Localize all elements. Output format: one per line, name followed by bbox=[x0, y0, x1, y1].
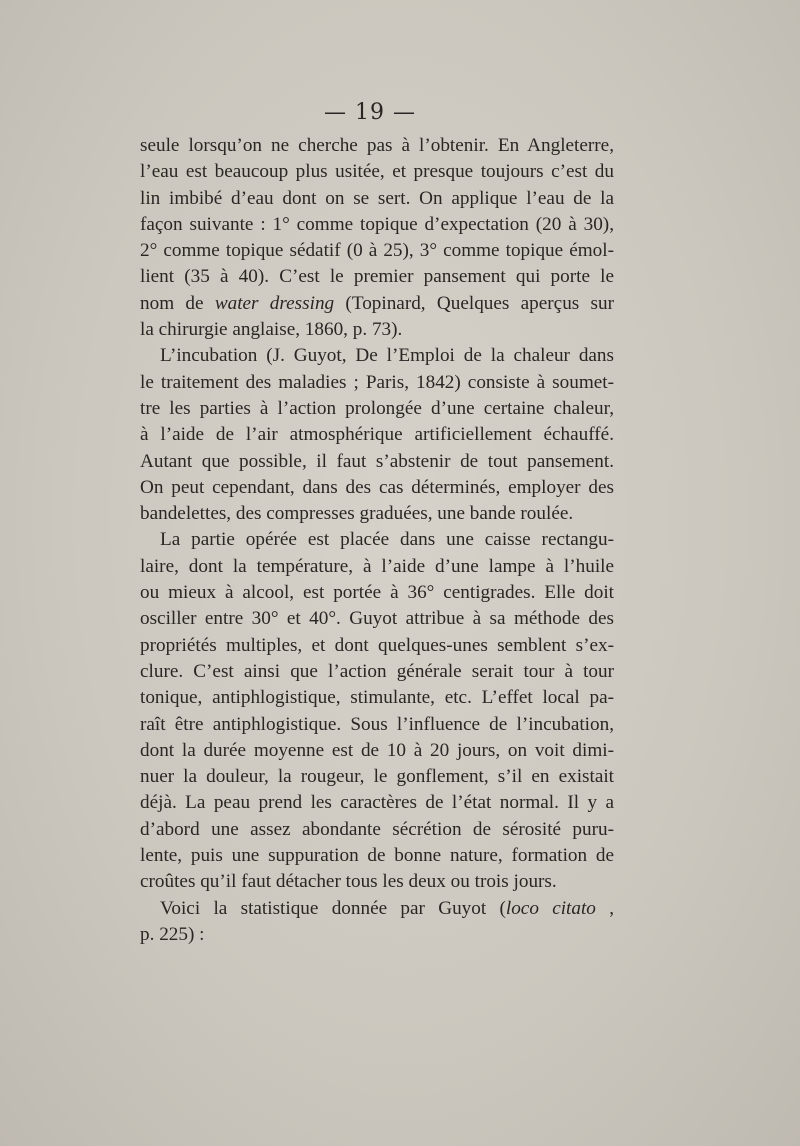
text-segment: la chirurgie anglaise, 1860, p. 73). bbox=[140, 319, 403, 341]
text-line bbox=[140, 685, 614, 711]
text-line bbox=[140, 922, 614, 948]
text-line bbox=[140, 764, 614, 790]
text-line bbox=[140, 843, 614, 869]
text-segment: (Topinard, Quelques aperçus sur bbox=[334, 292, 614, 314]
text-line bbox=[140, 370, 614, 396]
text-line bbox=[140, 133, 614, 159]
text-line bbox=[140, 896, 614, 922]
text-line bbox=[140, 817, 614, 843]
text-segment: tonique, antiphlogistique, stimulante, etc. L’effet local pa- bbox=[140, 687, 614, 709]
text-line bbox=[140, 659, 614, 685]
text-segment: Voici la statistique donnée par Guyot ( bbox=[160, 897, 506, 919]
text-segment: ou mieux à alcool, est portée à 36° centigrades. Elle doit bbox=[140, 582, 614, 604]
text-line bbox=[140, 712, 614, 738]
text-segment: à l’aide de l’air atmosphérique artificiellement échauffé. bbox=[140, 424, 614, 446]
text-segment: nuer la douleur, la rougeur, le gonflement, s’il en existait bbox=[140, 766, 614, 788]
text-line bbox=[140, 738, 614, 764]
text-segment: d’abord une assez abondante sécrétion de sérosité puru- bbox=[140, 818, 614, 840]
text-line bbox=[140, 449, 614, 475]
text-segment: La partie opérée est placée dans une caisse rectangu- bbox=[160, 529, 614, 551]
text-segment: clure. C’est ainsi que l’action générale serait tour à tour bbox=[140, 660, 614, 682]
text-segment: dont la durée moyenne est de 10 à 20 jours, on voit dimi- bbox=[140, 739, 614, 761]
text-segment: façon suivante : 1° comme topique d’expectation (20 à 30), bbox=[140, 213, 614, 235]
text-line bbox=[140, 159, 614, 185]
text-line bbox=[140, 554, 614, 580]
text-line bbox=[140, 475, 614, 501]
text-line bbox=[140, 580, 614, 606]
text-segment: raît être antiphlogistique. Sous l’influence de l’incubation, bbox=[140, 713, 614, 735]
text-segment: bandelettes, des compresses graduées, une bande roulée. bbox=[140, 503, 574, 525]
text-segment: L’incubation (J. Guyot, De l’Emploi de la chaleur dans bbox=[160, 345, 614, 367]
text-segment: lient (35 à 40). C’est le premier pansement qui porte le bbox=[140, 266, 614, 288]
text-line bbox=[140, 633, 614, 659]
text-line bbox=[140, 396, 614, 422]
text-line bbox=[140, 422, 614, 448]
text-line bbox=[140, 264, 614, 290]
page-number: — 19 — bbox=[324, 100, 416, 125]
italic-text: water dressing bbox=[214, 292, 335, 314]
text-line bbox=[140, 212, 614, 238]
text-line bbox=[140, 527, 614, 553]
text-segment: 2° comme topique sédatif (0 à 25), 3° comme topique émol- bbox=[140, 240, 614, 262]
italic-text: loco citato bbox=[505, 897, 596, 919]
text-segment: , bbox=[595, 897, 615, 919]
text-segment: nom de bbox=[140, 292, 215, 314]
text-segment: laire, dont la température, à l’aide d’une lampe à l’huile bbox=[140, 555, 614, 577]
text-segment: p. 225) : bbox=[140, 923, 205, 945]
text-segment: lente, puis une suppuration de bonne nature, formation de bbox=[140, 845, 614, 867]
text-line bbox=[140, 790, 614, 816]
text-line bbox=[140, 186, 614, 212]
text-segment: croûtes qu’il faut détacher tous les deux ou trois jours. bbox=[140, 871, 557, 893]
text-segment: l’eau est beaucoup plus usitée, et presque toujours c’est du bbox=[140, 161, 614, 183]
body-text bbox=[140, 133, 614, 948]
text-line bbox=[140, 343, 614, 369]
text-segment: le traitement des maladies ; Paris, 1842) consiste à soumet- bbox=[140, 371, 614, 393]
text-segment: lin imbibé d’eau dont on se sert. On applique l’eau de la bbox=[140, 187, 614, 209]
text-line bbox=[140, 291, 614, 317]
text-segment: seule lorsqu’on ne cherche pas à l’obtenir. En Angleterre, bbox=[140, 135, 614, 156]
text-line bbox=[140, 869, 614, 895]
text-segment: propriétés multiples, et dont quelques-unes semblent s’ex- bbox=[140, 634, 614, 656]
text-segment: Autant que possible, il faut s’abstenir de tout pansement. bbox=[140, 450, 614, 472]
text-line bbox=[140, 501, 614, 527]
text-segment: On peut cependant, dans des cas déterminés, employer des bbox=[140, 476, 614, 498]
text-segment: tre les parties à l’action prolongée d’une certaine chaleur, bbox=[140, 397, 614, 419]
text-line bbox=[140, 606, 614, 632]
text-segment: déjà. La peau prend les caractères de l’état normal. Il y a bbox=[140, 792, 614, 814]
text-line bbox=[140, 238, 614, 264]
text-line bbox=[140, 317, 614, 343]
text-segment: osciller entre 30° et 40°. Guyot attribue à sa méthode des bbox=[140, 608, 614, 630]
